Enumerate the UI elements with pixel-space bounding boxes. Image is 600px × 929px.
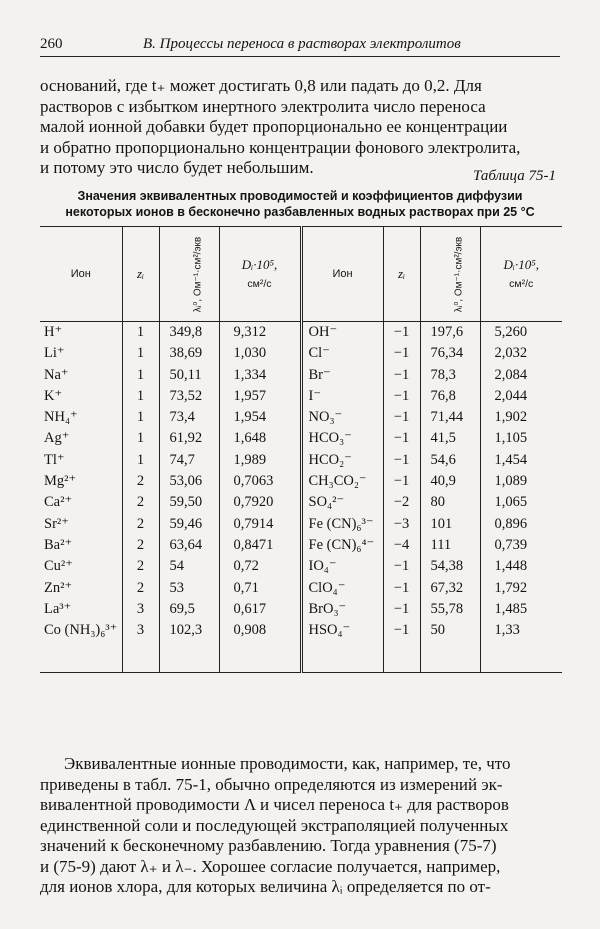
text-line: и потому это число будет небольшим. xyxy=(40,158,314,177)
cell-lambda: 59,50 xyxy=(159,492,219,513)
text-line: и обратно пропорционально концентрации фонового электролита, xyxy=(40,137,521,157)
cell-ion: K⁺ xyxy=(44,387,63,404)
header-z-right xyxy=(383,227,420,322)
cell-d-right: 1,065 xyxy=(480,492,562,513)
table-row xyxy=(40,386,562,407)
cell-lambda-right: 80 xyxy=(420,492,480,513)
cell-lambda: 349,8 xyxy=(159,322,219,344)
cell-lambda: 61,92 xyxy=(159,428,219,449)
cell-lambda-right: 55,78 xyxy=(420,599,480,620)
cell-z-right: −2 xyxy=(383,492,420,513)
text-line: значений к бесконечному разбавлению. Тогда уравнения (75-7) xyxy=(40,836,497,855)
cell-z: 3 xyxy=(122,620,159,673)
cell-lambda-right: 197,6 xyxy=(420,322,480,344)
table-row xyxy=(40,365,562,386)
cell-d-right: 2,044 xyxy=(480,386,562,407)
cell-d-right: 0,896 xyxy=(480,514,562,535)
cell-z: 1 xyxy=(122,450,159,471)
cell-d-right: 1,089 xyxy=(480,471,562,492)
cell-lambda: 63,64 xyxy=(159,535,219,556)
cell-lambda: 50,11 xyxy=(159,365,219,386)
header-lambda-label: λᵢ⁰, Ом⁻¹·см²/экв xyxy=(191,236,203,313)
cell-lambda-right: 111 xyxy=(420,535,480,556)
cell-ion-right: Cl⁻ xyxy=(301,343,383,364)
cell-d: 9,312 xyxy=(219,322,301,344)
cell-ion-right: Fe (CN)₆⁴⁻ xyxy=(301,535,383,556)
cell-ion: Li⁺ xyxy=(44,345,65,362)
cell-ion-right: I⁻ xyxy=(301,386,383,407)
cell-ion: Ca²⁺ xyxy=(44,494,73,511)
ion-table xyxy=(40,226,562,673)
text-line: единственной соли и последующей экстраполяцией полученных xyxy=(40,815,509,835)
cell-d: 1,030 xyxy=(219,343,301,364)
cell-d-right: 1,902 xyxy=(480,407,562,428)
table-row xyxy=(40,343,562,364)
header-d-line2: см²/с xyxy=(247,277,272,290)
cell-z-right: −1 xyxy=(383,428,420,449)
cell-z: 1 xyxy=(122,428,159,449)
cell-d-right: 2,084 xyxy=(480,365,562,386)
header-ion: Ион xyxy=(40,227,122,322)
text-line: и (75-9) дают λ₊ и λ₋. Хорошее согласие получается, например, xyxy=(40,856,501,876)
cell-d: 1,954 xyxy=(219,407,301,428)
cell-ion: Tl⁺ xyxy=(44,451,65,468)
cell-z: 1 xyxy=(122,386,159,407)
text-line: для ионов хлора, для которых величина λᵢ определяется по от- xyxy=(40,877,491,896)
header-ion-right: Ион xyxy=(301,227,383,322)
text-line: оснований, где t₊ может достигать 0,8 или падать до 0,2. Для xyxy=(40,76,482,95)
cell-d-right: 1,792 xyxy=(480,578,562,599)
table-row xyxy=(40,556,562,577)
cell-lambda-right: 41,5 xyxy=(420,428,480,449)
cell-lambda: 53,06 xyxy=(159,471,219,492)
cell-lambda: 59,46 xyxy=(159,514,219,535)
cell-z: 1 xyxy=(122,343,159,364)
table-row xyxy=(40,322,562,344)
cell-ion: Zn²⁺ xyxy=(44,579,73,596)
cell-lambda-right: 76,34 xyxy=(420,343,480,364)
cell-z-right: −4 xyxy=(383,535,420,556)
text-line: приведены в табл. 75-1, обычно определяются из измерений эк- xyxy=(40,774,503,794)
cell-z-right: −1 xyxy=(383,620,420,673)
cell-z: 1 xyxy=(122,365,159,386)
table-header-row xyxy=(40,227,562,322)
cell-lambda-right: 67,32 xyxy=(420,578,480,599)
cell-z: 1 xyxy=(122,407,159,428)
cell-d: 0,8471 xyxy=(219,535,301,556)
caption-line: Значения эквивалентных проводимостей и коэффициентов диффузии xyxy=(77,189,523,203)
cell-z: 2 xyxy=(122,578,159,599)
table-caption xyxy=(40,188,560,220)
table-row xyxy=(40,620,562,673)
cell-d: 0,7920 xyxy=(219,492,301,513)
paragraph-bottom xyxy=(40,754,556,898)
cell-lambda-right: 54,38 xyxy=(420,556,480,577)
table-row xyxy=(40,492,562,513)
cell-ion: Ba²⁺ xyxy=(44,536,73,553)
cell-z-right: −3 xyxy=(383,514,420,535)
cell-d: 0,7063 xyxy=(219,471,301,492)
text-line: вивалентной проводимости Λ и чисел переноса t₊ для растворов xyxy=(40,795,509,814)
cell-d-right: 1,485 xyxy=(480,599,562,620)
cell-ion: Cu²⁺ xyxy=(44,558,73,575)
header-z xyxy=(122,227,159,322)
header-d-line1: Dᵢ·10⁵, xyxy=(503,256,539,272)
cell-d-right: 1,448 xyxy=(480,556,562,577)
cell-ion: Mg²⁺ xyxy=(44,473,77,490)
cell-ion-right: IO₄⁻ xyxy=(301,556,383,577)
cell-ion-right: HCO₂⁻ xyxy=(301,450,383,471)
table-row xyxy=(40,407,562,428)
cell-lambda-right: 40,9 xyxy=(420,471,480,492)
table-row xyxy=(40,471,562,492)
cell-z-right: −1 xyxy=(383,578,420,599)
cell-d: 0,71 xyxy=(219,578,301,599)
header-d-line1: Dᵢ·10⁵, xyxy=(241,256,278,272)
running-head-title: В. Процессы переноса в растворах электролитов xyxy=(143,36,461,52)
cell-ion-right: HCO₃⁻ xyxy=(301,428,383,449)
cell-lambda: 54 xyxy=(159,556,219,577)
cell-lambda: 69,5 xyxy=(159,599,219,620)
cell-lambda: 73,4 xyxy=(159,407,219,428)
cell-lambda: 73,52 xyxy=(159,386,219,407)
cell-d-right: 1,33 xyxy=(480,620,562,673)
table-row xyxy=(40,578,562,599)
cell-d: 0,617 xyxy=(219,599,301,620)
page-number: 260 xyxy=(40,36,63,52)
cell-d-right: 1,454 xyxy=(480,450,562,471)
cell-ion: Na⁺ xyxy=(44,366,69,383)
cell-ion-right: NO₃⁻ xyxy=(301,407,383,428)
cell-ion: NH₄⁺ xyxy=(44,409,78,426)
cell-d-right: 2,032 xyxy=(480,343,562,364)
cell-lambda-right: 78,3 xyxy=(420,365,480,386)
table-row xyxy=(40,450,562,471)
cell-z-right: −1 xyxy=(383,471,420,492)
text-line: растворов с избытком инертного электролита число переноса xyxy=(40,96,486,116)
text-line: Эквивалентные ионные проводимости, как, например, те, что xyxy=(64,754,511,773)
cell-lambda: 102,3 xyxy=(159,620,219,673)
header-d-line2: см²/с xyxy=(509,277,534,290)
header-lambda-label: λᵢ⁰, Ом⁻¹·см²/экв xyxy=(452,236,464,313)
cell-ion: La³⁺ xyxy=(44,600,72,617)
cell-lambda-right: 50 xyxy=(420,620,480,673)
cell-d: 0,72 xyxy=(219,556,301,577)
table-label: Таблица 75-1 xyxy=(473,168,556,184)
cell-z: 1 xyxy=(122,322,159,344)
cell-ion: Ag⁺ xyxy=(44,430,70,447)
cell-lambda-right: 71,44 xyxy=(420,407,480,428)
cell-z-right: −1 xyxy=(383,450,420,471)
cell-ion: Sr²⁺ xyxy=(44,515,69,532)
header-lambda-right xyxy=(420,227,480,322)
cell-z-right: −1 xyxy=(383,556,420,577)
cell-z: 3 xyxy=(122,599,159,620)
table-row xyxy=(40,514,562,535)
cell-lambda-right: 101 xyxy=(420,514,480,535)
table-body xyxy=(40,322,562,673)
header-lambda xyxy=(159,227,219,322)
cell-z-right: −1 xyxy=(383,599,420,620)
cell-z: 2 xyxy=(122,556,159,577)
cell-d: 0,908 xyxy=(219,620,301,673)
cell-ion-right: CH₃CO₂⁻ xyxy=(301,471,383,492)
header-d-right xyxy=(480,227,562,322)
cell-lambda: 38,69 xyxy=(159,343,219,364)
cell-ion-right: HSO₄⁻ xyxy=(301,620,383,673)
text-line: малой ионной добавки будет пропорционально ее концентрации xyxy=(40,117,508,136)
cell-lambda: 74,7 xyxy=(159,450,219,471)
cell-z: 2 xyxy=(122,514,159,535)
header-z-label: zᵢ xyxy=(136,266,145,281)
cell-z: 2 xyxy=(122,535,159,556)
cell-ion-right: BrO₃⁻ xyxy=(301,599,383,620)
cell-ion: Co (NH₃)₆³⁺ xyxy=(40,620,122,673)
cell-ion-right: ClO₄⁻ xyxy=(301,578,383,599)
cell-z-right: −1 xyxy=(383,407,420,428)
paragraph-top xyxy=(40,76,556,179)
cell-z-right: −1 xyxy=(383,386,420,407)
header-d xyxy=(219,227,301,322)
table-row xyxy=(40,599,562,620)
running-head xyxy=(40,34,560,57)
cell-d: 1,957 xyxy=(219,386,301,407)
cell-ion-right: Fe (CN)₆³⁻ xyxy=(301,514,383,535)
cell-z-right: −1 xyxy=(383,365,420,386)
cell-z: 2 xyxy=(122,471,159,492)
cell-ion-right: SO₄²⁻ xyxy=(301,492,383,513)
cell-ion-right: OH⁻ xyxy=(301,322,383,344)
cell-d: 1,989 xyxy=(219,450,301,471)
cell-lambda: 53 xyxy=(159,578,219,599)
caption-line: некоторых ионов в бесконечно разбавленных водных растворах при 25 °С xyxy=(65,205,535,219)
cell-ion: H⁺ xyxy=(44,324,63,340)
table-row xyxy=(40,535,562,556)
cell-z: 2 xyxy=(122,492,159,513)
cell-ion-right: Br⁻ xyxy=(301,365,383,386)
table-row xyxy=(40,428,562,449)
cell-d-right: 0,739 xyxy=(480,535,562,556)
cell-z-right: −1 xyxy=(383,322,420,344)
cell-lambda-right: 54,6 xyxy=(420,450,480,471)
cell-d-right: 1,105 xyxy=(480,428,562,449)
cell-d-right: 5,260 xyxy=(480,322,562,344)
cell-d: 1,648 xyxy=(219,428,301,449)
cell-lambda-right: 76,8 xyxy=(420,386,480,407)
cell-d: 1,334 xyxy=(219,365,301,386)
cell-d: 0,7914 xyxy=(219,514,301,535)
cell-z-right: −1 xyxy=(383,343,420,364)
header-z-label: zᵢ xyxy=(397,266,406,281)
